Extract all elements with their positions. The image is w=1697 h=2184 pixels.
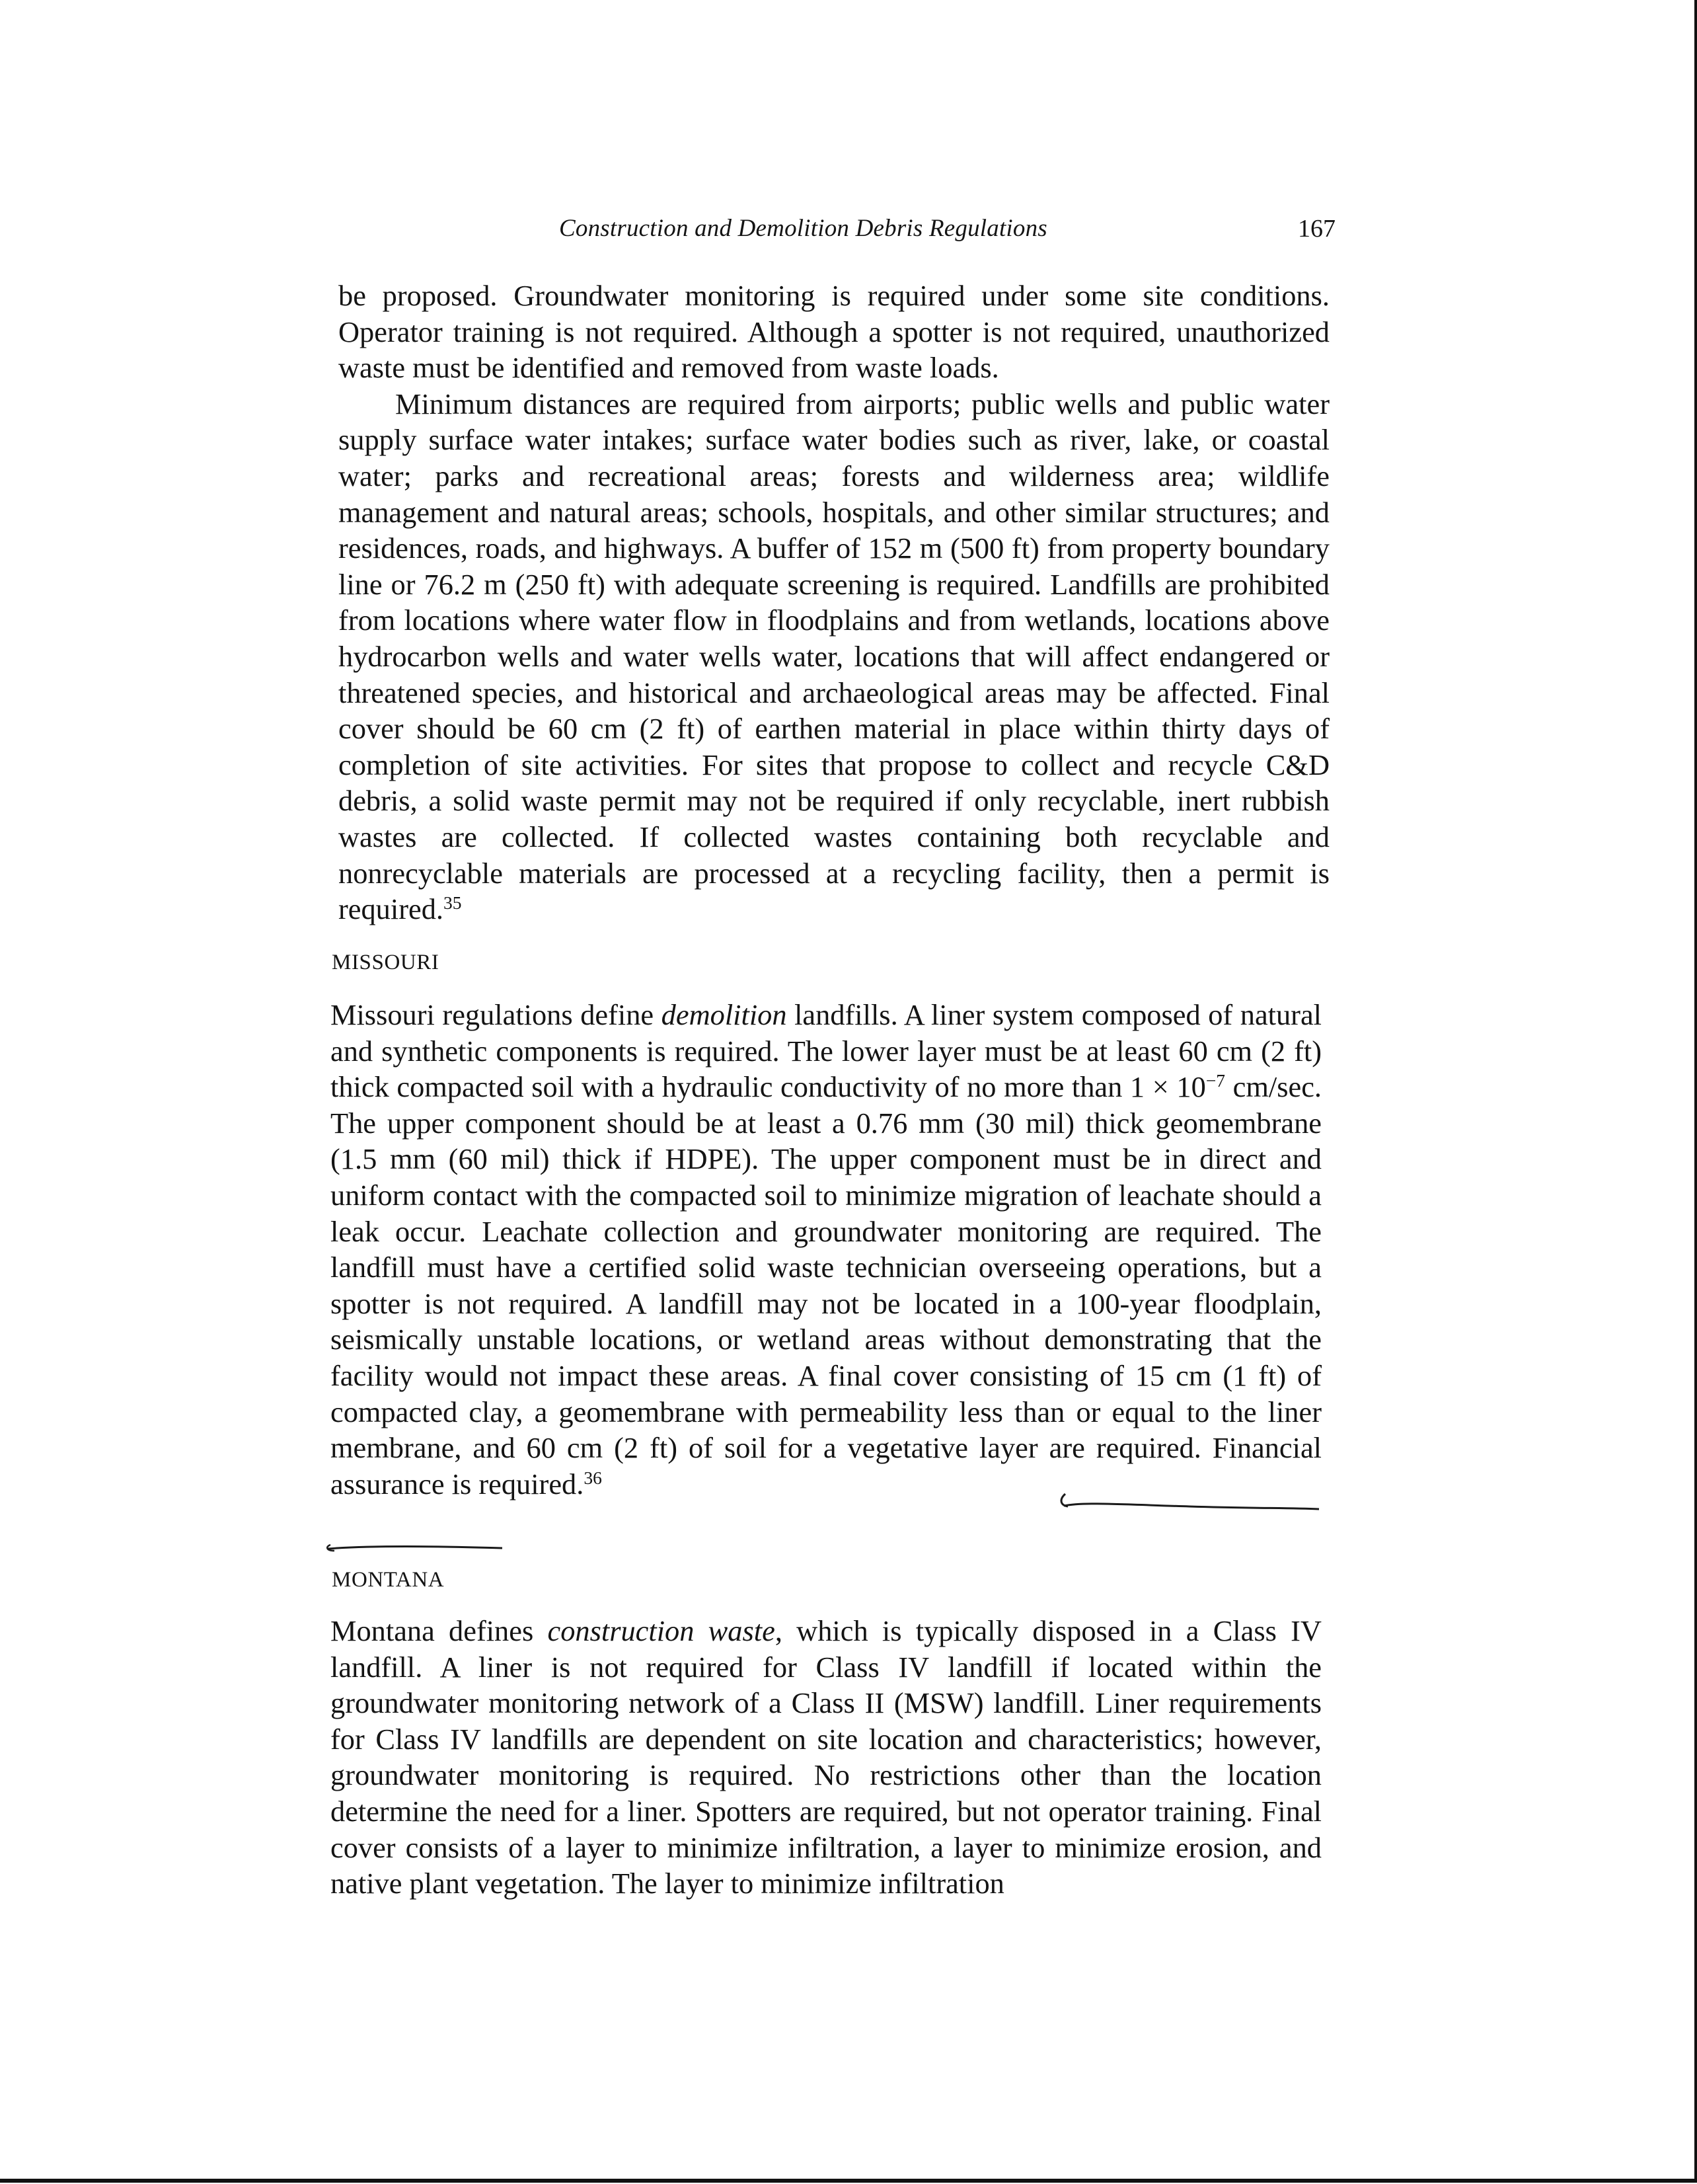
missouri-section xyxy=(330,997,1322,1502)
missouri-text-part: landfills. A liner system composed of natural and synthetic components is required. The lower layer must be at least 60 cm (2 ft) thick compacted soil with a hydraulic conductivity of no more than 1 × 10 xyxy=(330,998,1322,1104)
paragraph-montana xyxy=(330,1613,1322,1902)
running-title: Construction and Demolition Debris Regulations xyxy=(559,215,1047,242)
paragraph-missouri xyxy=(330,997,1322,1502)
missouri-text-part: Missouri regulations define xyxy=(330,998,661,1031)
defined-term: construction waste xyxy=(547,1614,775,1647)
montana-section xyxy=(330,1613,1322,1902)
montana-text-part: , which is typically disposed in a Class IV landfill. A liner is not required for Class IV landfill if located within the groundwater monitoring network of a Class II (MSW) landfill. Liner requirements for Class IV landfills are dependent on site location and characteristics; however, groundwater monitoring is required. No restrictions other than the location determine the need for a liner. Spotters are required, but not operator training. Final cover consists of a layer to minimize infiltration, a layer to minimize erosion, and native plant vegetation. The layer to minimize infiltration xyxy=(330,1614,1322,1900)
continued-section xyxy=(338,278,1330,927)
paragraph-minimum-distances-text: Minimum distances are required from airports; public wells and public water supply surface water intakes; surface water bodies such as river, lake, or coastal water; parks and recreational areas; forests and wilderness area; wildlife management and natural areas; schools, hospitals, and other similar structures; and residences, roads, and highways. A buffer of 152 m (500 ft) from property boundary line or 76.2 m (250 ft) with adequate screening is required. Landfills are prohibited from locations where water flow in floodplains and from wetlands, locations above hydrocarbon wells and water wells water, locations that will affect endangered or threatened species, and historical and archaeological areas may be affected. Final cover should be 60 cm (2 ft) of earthen material in place within thirty days of completion of site activities. For sites that propose to collect and recycle C&D debris, a solid waste permit may not be required if only recyclable, inert rubbish wastes are collected. If collected wastes containing both recyclable and nonrecyclable materials are processed at a recycling facility, then a permit is required. xyxy=(338,387,1330,926)
section-heading-montana: MONTANA xyxy=(332,1568,445,1592)
defined-term: demolition xyxy=(661,998,787,1031)
paragraph-continued-text: be proposed. Groundwater monitoring is required under some site conditions. Operator training is not required. Although a spotter is not required, unauthorized waste must be identified and removed from waste loads. xyxy=(338,279,1330,385)
page-number: 167 xyxy=(1298,215,1336,243)
running-header xyxy=(0,209,1697,249)
footnote-marker: 35 xyxy=(443,892,462,913)
paragraph-minimum-distances xyxy=(338,386,1330,927)
section-heading-missouri: MISSOURI xyxy=(332,951,439,974)
missouri-text-part: cm/sec. The upper component should be at least a 0.76 mm (30 mil) thick geomembrane (1.5 mm (60 mil) thick if HDPE). The upper component must be in direct and uniform contact with the compacted soil to minimize migration of leachate should a leak occur. Leachate collection and groundwater monitoring are required. The landfill must have a certified solid waste technician overseeing operations, but a spotter is not required. A landfill may not be located in a 100-year floodplain, seismically unstable locations, or wetland areas without demonstrating that the facility would not impact these areas. A final cover consisting of 15 cm (1 ft) of compacted clay, a geomembrane with permeability less than or equal to the liner membrane, and 60 cm (2 ft) of soil for a vegetative layer are required. Financial assurance is required. xyxy=(330,1070,1322,1501)
footnote-marker: 36 xyxy=(584,1467,602,1488)
paragraph-continued xyxy=(338,278,1330,386)
montana-text-part: Montana defines xyxy=(330,1614,548,1647)
exponent: −7 xyxy=(1205,1070,1226,1091)
